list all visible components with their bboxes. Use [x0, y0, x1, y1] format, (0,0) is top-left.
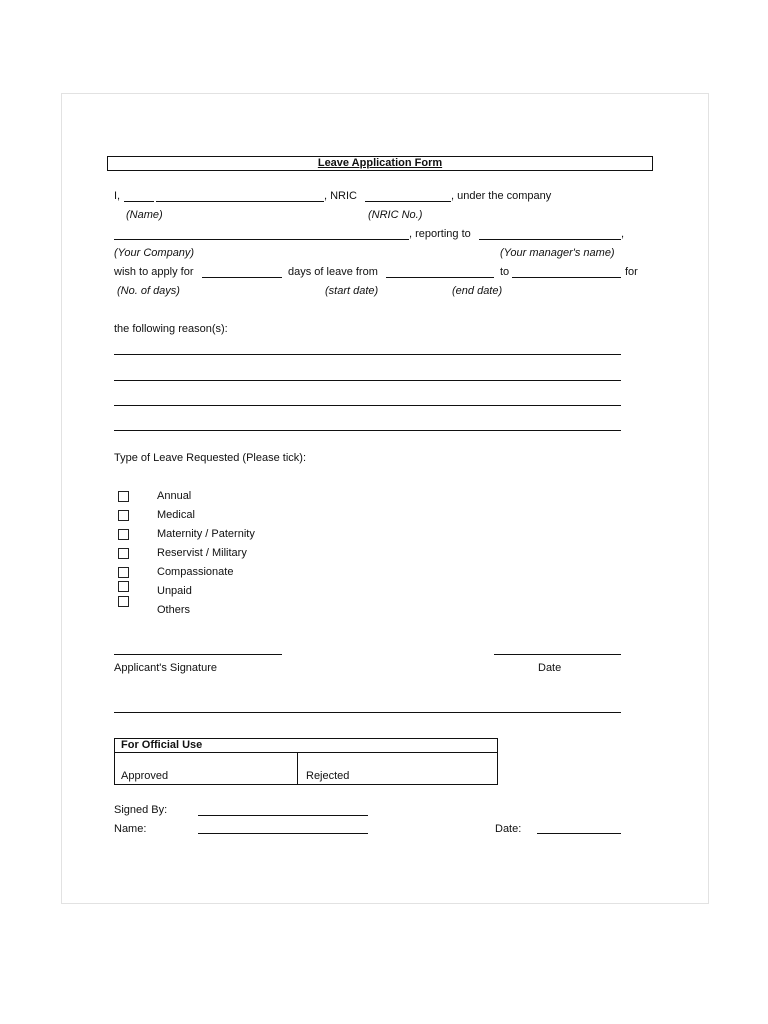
checkbox-medical[interactable]: [118, 510, 129, 521]
name-blank-short[interactable]: [124, 201, 154, 202]
name-blank[interactable]: [156, 201, 324, 202]
company-blank[interactable]: [114, 239, 409, 240]
line1-prefix: I,: [114, 190, 121, 202]
leave-type-unpaid: Unpaid: [157, 585, 192, 597]
signed-by-label: Signed By:: [114, 804, 168, 816]
rejected-cell[interactable]: Rejected: [306, 770, 350, 782]
separator-line: [114, 712, 621, 713]
reason-label: the following reason(s):: [114, 323, 228, 335]
days-blank[interactable]: [202, 277, 282, 278]
document-page: [61, 93, 709, 904]
leave-type-others: Others: [157, 604, 191, 616]
label-nric: (NRIC No.): [368, 209, 423, 221]
checkbox-maternity-paternity[interactable]: [118, 529, 129, 540]
official-use-divider: [297, 752, 298, 784]
checkbox-unpaid[interactable]: [118, 581, 129, 592]
leave-type-compassionate: Compassionate: [157, 566, 234, 578]
line2-reporting-text: , reporting to: [409, 228, 471, 240]
reason-line-2[interactable]: [114, 380, 621, 381]
leave-type-reservist-military: Reservist / Military: [157, 547, 247, 559]
start-date-blank[interactable]: [386, 277, 494, 278]
checkbox-annual[interactable]: [118, 491, 129, 502]
official-use-header: [115, 739, 497, 753]
leave-type-annual: Annual: [157, 490, 192, 502]
line3-days-text: days of leave from: [288, 266, 378, 278]
reason-line-1[interactable]: [114, 354, 621, 355]
form-title-box: [107, 156, 653, 171]
checkbox-reservist-military[interactable]: [118, 548, 129, 559]
label-manager: (Your manager's name): [500, 247, 615, 259]
reason-line-4[interactable]: [114, 430, 621, 431]
line3-to-text: to: [500, 266, 510, 278]
applicant-signature-label: Applicant's Signature: [114, 662, 217, 674]
reason-line-3[interactable]: [114, 405, 621, 406]
footer-date-label: Date:: [495, 823, 522, 835]
label-company: (Your Company): [114, 247, 195, 259]
name-label: Name:: [114, 823, 147, 835]
line3-wish-text: wish to apply for: [114, 266, 194, 278]
official-use-table: [114, 738, 498, 785]
applicant-date-label: Date: [538, 662, 562, 674]
checkbox-compassionate[interactable]: [118, 567, 129, 578]
label-days: (No. of days): [117, 285, 180, 297]
label-end-date: (end date): [452, 285, 503, 297]
form-title: Leave Application Form: [317, 157, 443, 169]
manager-blank[interactable]: [479, 239, 621, 240]
end-date-blank[interactable]: [512, 277, 621, 278]
leave-type-medical: Medical: [157, 509, 195, 521]
line1-company-text: , under the company: [451, 190, 552, 202]
approved-cell[interactable]: Approved: [121, 770, 169, 782]
label-start-date: (start date): [325, 285, 379, 297]
label-name: (Name): [126, 209, 163, 221]
nric-blank[interactable]: [365, 201, 451, 202]
leave-type-maternity-paternity: Maternity / Paternity: [157, 528, 255, 540]
leave-type-heading: Type of Leave Requested (Please tick):: [114, 452, 306, 464]
applicant-date-line[interactable]: [494, 654, 621, 655]
line3-for-text: for: [625, 266, 638, 278]
line2-end: ,: [621, 228, 625, 240]
checkbox-others[interactable]: [118, 596, 129, 607]
official-use-heading: For Official Use: [121, 739, 203, 751]
signed-by-line[interactable]: [198, 815, 368, 816]
footer-date-line[interactable]: [537, 833, 621, 834]
line1-nric-text: , NRIC: [324, 190, 357, 202]
applicant-signature-line[interactable]: [114, 654, 282, 655]
name-line[interactable]: [198, 833, 368, 834]
